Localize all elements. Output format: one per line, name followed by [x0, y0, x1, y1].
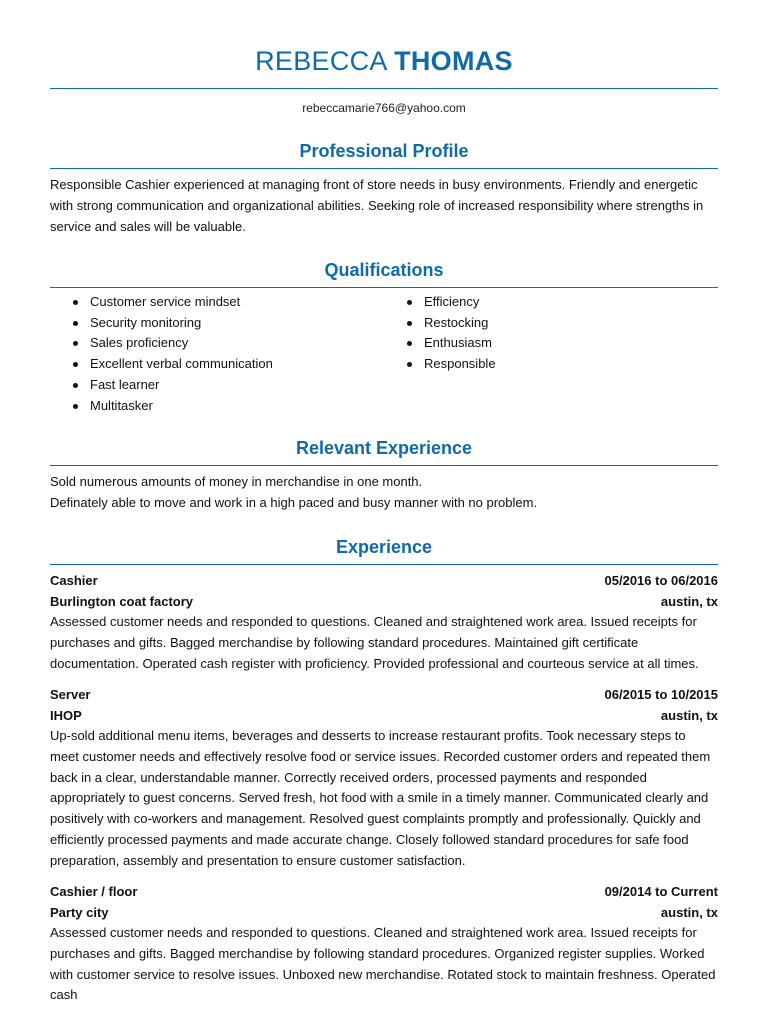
experience-section [50, 536, 718, 1006]
job-header [50, 881, 718, 902]
job-entry [50, 570, 718, 674]
job-dates: 05/2016 to 06/2016 [604, 573, 718, 589]
list-item: Sales proficiency [50, 333, 384, 354]
job-location: austin, tx [660, 905, 718, 921]
email-address[interactable]: rebeccamarie766@yahoo.com [302, 101, 466, 115]
job-title: Server [50, 687, 91, 703]
first-name: REBECCA [255, 46, 387, 76]
job-company-row [50, 591, 718, 612]
profile-divider [50, 168, 718, 169]
job-dates: 06/2015 to 10/2015 [604, 687, 718, 703]
header-divider [50, 88, 718, 89]
experience-heading: Experience [335, 537, 433, 558]
job-location: austin, tx [660, 708, 718, 724]
job-description: Assessed customer needs and responded to questions. Cleaned and straightened work area. Issued receipts for purchases and gifts. Bagged merchandise by following standard procedures. Maintained gift certificate documentation. Operated cash register with proficiency. Provided professional and courteous service at all times. [50, 614, 699, 671]
list-item: Security monitoring [50, 313, 384, 334]
job-entry [50, 684, 718, 871]
job-header [50, 684, 718, 705]
qualifications-right-column [384, 292, 496, 416]
relevant-experience-section [50, 437, 718, 513]
list-item: Multitasker [50, 396, 384, 417]
job-entry [50, 881, 718, 1006]
profile-section [50, 140, 718, 237]
job-description: Assessed customer needs and responded to questions. Cleaned and straightened work area. Issued receipts for purchases and gifts. Bagged merchandise by following standard procedures. Organized register supplies. Worked with customer service to resolve issues. Unboxed new merchandise. Rotated stock to maintain freshness. Operated cash [50, 925, 716, 1003]
experience-divider [50, 564, 718, 565]
job-header [50, 570, 718, 591]
profile-summary: Responsible Cashier experienced at managing front of store needs in busy environments. Friendly and energetic with strong communication and organizational abilities. Seeking role of increased responsibility where strengths in service and sales will be valuable. [50, 177, 704, 234]
list-item: Customer service mindset [50, 292, 384, 313]
job-title: Cashier [50, 573, 98, 589]
list-item: Enthusiasm [384, 333, 496, 354]
list-item: Responsible [384, 354, 496, 375]
relevant-line: Definately able to move and work in a high paced and busy manner with no problem. [50, 495, 538, 511]
job-dates: 09/2014 to Current [604, 884, 718, 900]
job-title: Cashier / floor [50, 884, 138, 900]
list-item: Restocking [384, 313, 496, 334]
list-item: Fast learner [50, 375, 384, 396]
qualifications-divider [50, 287, 718, 288]
relevant-experience-divider [50, 465, 718, 466]
job-company: Party city [50, 905, 109, 921]
qualifications-left-column [50, 292, 384, 416]
job-company-row [50, 902, 718, 923]
relevant-experience-heading: Relevant Experience [295, 438, 473, 459]
list-item: Excellent verbal communication [50, 354, 384, 375]
job-company-row [50, 705, 718, 726]
job-description: Up-sold additional menu items, beverages and desserts to increase restaurant profits. Took necessary steps to meet customer needs and effectively resolve food or service issues. Recorded customer orders and repeated them back in a clear, understandable manner. Correctly received orders, processed payments and responded appropriately to guest concerns. Served fresh, hot food with a smile in a timely manner. Communicated clearly and positively with co-workers and management. Resolved guest complaints promptly and professionally. Quickly and efficiently processed payments and made accurate change. Closely followed standard procedures for safe food preparation, assembly and presentation to ensure customer satisfaction. [50, 728, 711, 868]
qualifications-section [50, 259, 718, 416]
candidate-name [50, 0, 718, 78]
qualifications-list [50, 292, 718, 416]
job-location: austin, tx [660, 594, 718, 610]
job-company: IHOP [50, 708, 82, 724]
last-name: THOMAS [394, 46, 513, 76]
job-company: Burlington coat factory [50, 594, 194, 610]
list-item: Efficiency [384, 292, 496, 313]
relevant-line: Sold numerous amounts of money in merchandise in one month. [50, 474, 423, 490]
qualifications-heading: Qualifications [324, 260, 444, 280]
profile-heading: Professional Profile [299, 141, 469, 161]
